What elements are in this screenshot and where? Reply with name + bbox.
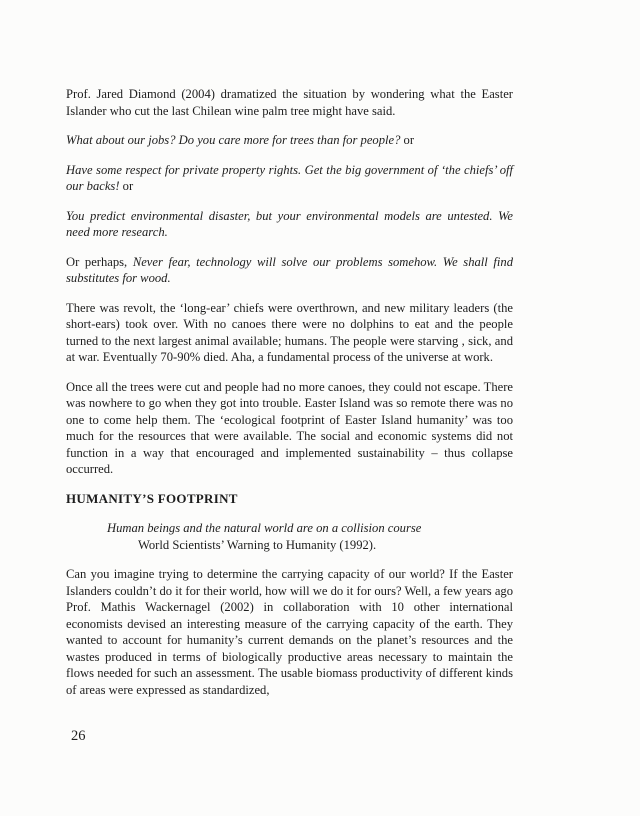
paragraph-text: There was revolt, the ‘long-ear’ chiefs were overthrown, and new military leaders (the short-ears) took over. With no canoes there were no dolphins to eat and the people turned to the next largest animal available; humans. The people were starving , sick, and at war. Eventually 70-90% died. Aha, a fundamental process of the universe at work. [66,300,513,364]
epigraph-attribution: World Scientists’ Warning to Humanity (1992). [138,537,377,552]
epigraph-quote: Human beings and the natural world are on a collision course [107,521,422,535]
paragraph [66,566,513,698]
paragraph [66,208,513,241]
paragraph-text-italic: Have some respect for private property rights. Get the big government of ‘the chiefs’ off our backs! [66,162,513,193]
paragraph [66,132,513,149]
paragraph-text: Or perhaps, [66,254,133,269]
paragraph [66,379,513,478]
text-block [66,86,513,698]
paragraph-text: Prof. Jared Diamond (2004) dramatized the situation by wondering what the Easter Islander who cut the last Chilean wine palm tree might have said. [66,87,513,118]
paragraph-text-italic: Never fear, technology will solve our problems somehow. We shall find substitutes for wood. [66,254,513,285]
paragraph-text-italic: You predict environmental disaster, but your environmental models are untested. We need more research. [66,208,513,239]
paragraph [66,300,513,366]
paragraph-text-italic: What about our jobs? Do you care more for trees than for people? [66,133,401,147]
paragraph-text: Once all the trees were cut and people had no more canoes, they could not escape. There was nowhere to go when they got into trouble. Easter Island was so remote there was no one to come help them. The ‘ecological footprint of Easter Island humanity’ was too much for the resources that were available. The social and economic systems did not function in a way that encouraged and implemented sustainability – thus collapse occurred. [66,379,513,476]
paragraph-text: Can you imagine trying to determine the carrying capacity of our world? If the Easter Islanders couldn’t do it for their world, how will we do it for ours? Well, a few years ago Prof. Mathis Wackernagel (2002) in collaboration with 10 other international economists devised an interesting measure of the carrying capacity of the earth. They wanted to account for humanity’s current demands on the planet’s resources and the wastes produced in terms of biologically productive areas necessary to maintain the flows needed for such an assessment. The usable biomass productivity of different kinds of areas were expressed as standardized, [66,567,513,697]
paragraph-text: or [119,179,134,193]
epigraph [66,520,513,553]
paragraph [66,162,513,195]
section-heading: HUMANITY’S FOOTPRINT [66,490,238,506]
paragraph [66,254,513,287]
paragraph [66,86,513,119]
page-number: 26 [71,728,86,744]
paragraph-text: or [400,133,415,147]
